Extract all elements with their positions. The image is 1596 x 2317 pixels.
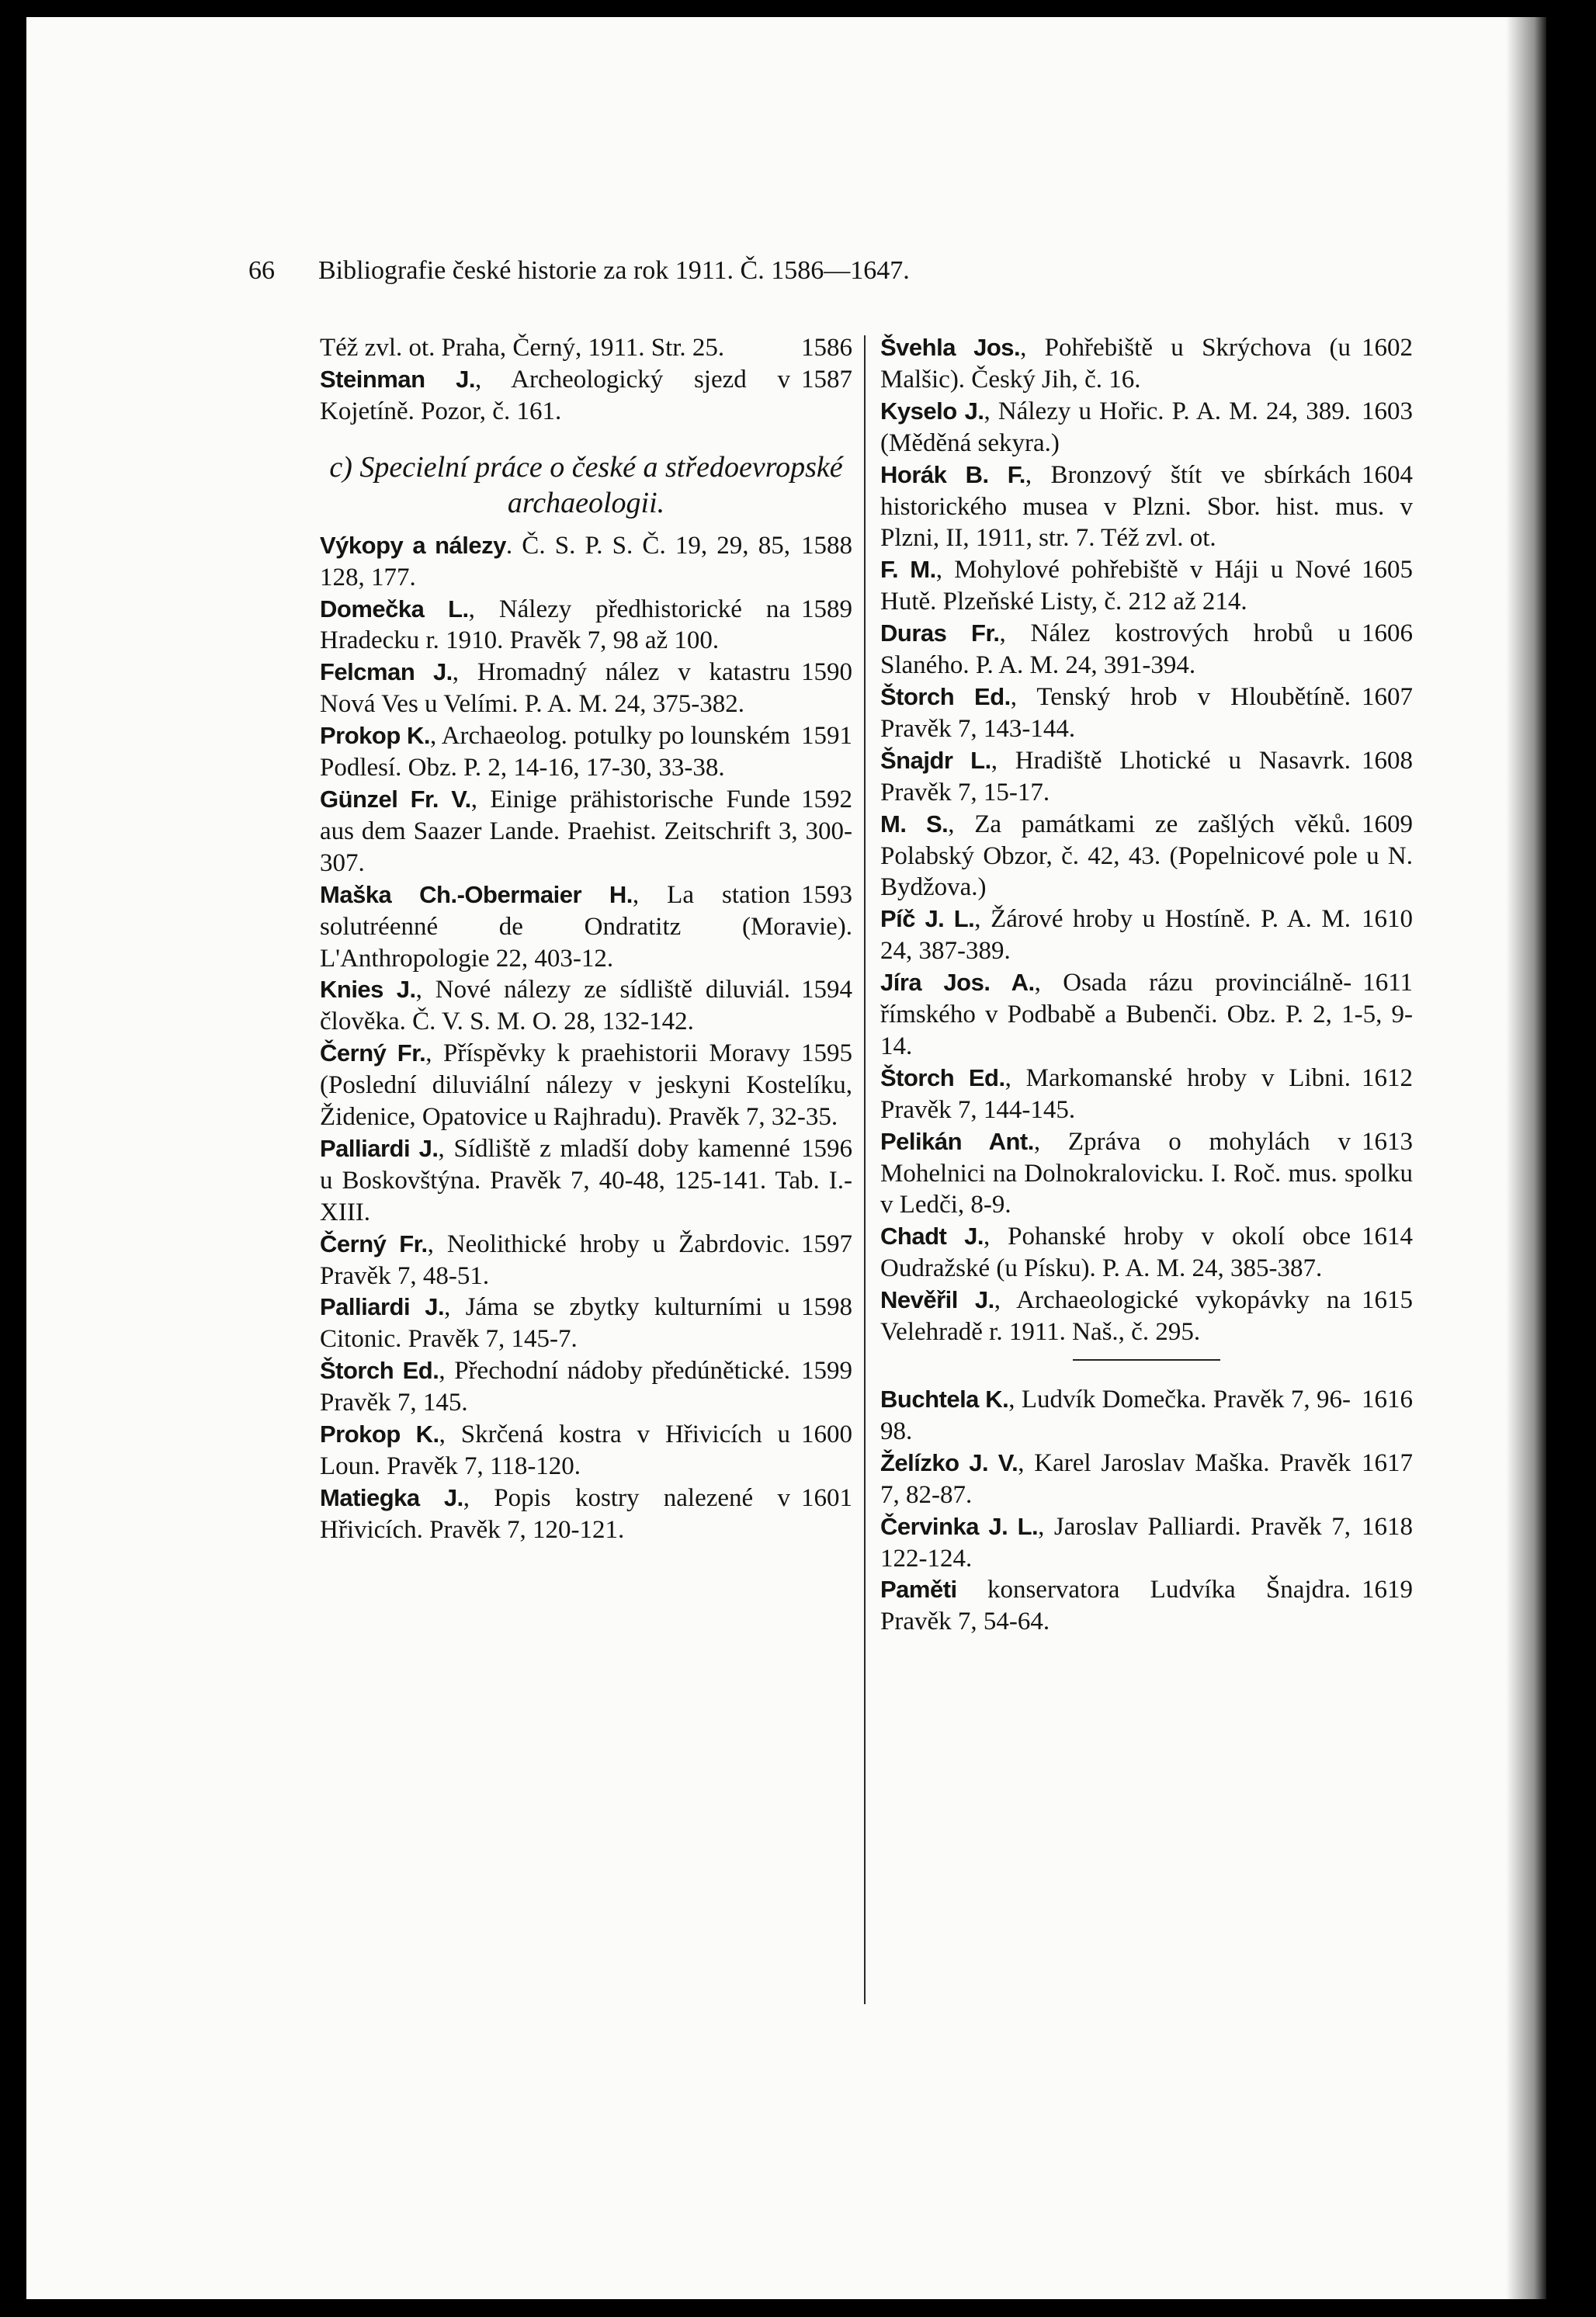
bibliography-entry (880, 1511, 1413, 1575)
entry-number: 1607 (1362, 682, 1413, 711)
bibliography-entry (320, 1483, 852, 1546)
entry-text: , Archaeolog. potulky po lounském Podlesí. Obz. P. 2, 14-16, 17-30, 33-38. (320, 722, 790, 782)
entry-author: Černý Fr. (320, 1039, 426, 1067)
entry-author: Paměti (880, 1576, 957, 1604)
entry-author: Červinka J. L. (880, 1512, 1039, 1540)
running-header (248, 256, 1428, 300)
bibliography-entry (320, 879, 852, 975)
entry-author: Štorch Ed. (320, 1357, 439, 1385)
bibliography-entry (880, 682, 1413, 745)
entry-text: , Nálezy u Hořic. P. A. M. 24, 389. (Měděná sekyra.) (880, 397, 1351, 457)
bibliography-entry (880, 460, 1413, 555)
entry-number: 1596 (801, 1134, 852, 1163)
entry-number: 1604 (1362, 460, 1413, 489)
entry-author: Felcman J. (320, 658, 453, 686)
entry-number: 1609 (1362, 810, 1413, 838)
entry-author: Chadt J. (880, 1223, 984, 1250)
entry-author: Želízko J. V. (880, 1448, 1018, 1476)
entry-author: Maška Ch.-Obermaier H. (320, 880, 633, 908)
entry-number: 1611 (1362, 969, 1413, 997)
entry-number: 1599 (801, 1357, 852, 1386)
entry-text: , Hradiště Lhotické u Nasavrk. Pravěk 7, 15-17. (880, 746, 1351, 806)
entry-text: , Žárové hroby u Hostíně. P. A. M. 24, 387-389. (880, 905, 1351, 966)
entry-number: 1593 (801, 880, 852, 909)
entry-text: , Tenský hrob v Hloubětíně. Pravěk 7, 143-144. (880, 682, 1351, 743)
entry-text: , Archaeologické vykopávky na Velehradě r. 1911. Naš., č. 295. (880, 1286, 1351, 1347)
entry-number: 1598 (801, 1293, 852, 1322)
entry-author: Štorch Ed. (880, 1063, 1005, 1091)
bibliography-entry (880, 396, 1413, 460)
entry-author: M. S. (880, 810, 949, 838)
entry-author: Matiegka J. (320, 1483, 463, 1511)
entry-author: Pelikán Ant. (880, 1127, 1034, 1155)
left-column (320, 332, 852, 1546)
entry-text: , Bronzový štít ve sbírkách historického musea v Plzni. Sbor. hist. mus. v Plzni, II, 1911, str. 7. Též zvl. ot. (880, 460, 1413, 553)
entry-author: Jíra Jos. A. (880, 969, 1035, 997)
entry-text: Též zvl. ot. Praha, Černý, 1911. Str. 25. (320, 334, 725, 362)
entry-text: , Einige prähistorische Funde aus dem Saazer Lande. Praehist. Zeitschrift 3, 300-307. (320, 785, 852, 877)
entry-number: 1601 (801, 1483, 852, 1512)
bibliography-entry (320, 1419, 852, 1483)
entry-number: 1606 (1362, 619, 1413, 648)
section-heading: c) Specielní práce o české a středoevropské archaeologii. (329, 450, 843, 519)
entry-author: Výkopy a nálezy (320, 531, 506, 559)
bibliography-entry (880, 332, 1413, 396)
entry-text: konservatora Ludvíka Šnajdra. Pravěk 7, 54-64. (880, 1576, 1351, 1636)
entry-author: Štorch Ed. (880, 682, 1011, 710)
bibliography-entry (880, 745, 1413, 809)
bibliography-entry (320, 1133, 852, 1229)
entry-number: 1618 (1362, 1512, 1413, 1541)
bibliography-entry (880, 1063, 1413, 1126)
entry-number: 1617 (1362, 1448, 1413, 1477)
entry-author: Kyselo J. (880, 397, 984, 425)
entry-author: Duras Fr. (880, 619, 1000, 647)
bibliography-entry (880, 967, 1413, 1063)
bibliography-entry (320, 1038, 852, 1133)
entry-number: 1613 (1362, 1127, 1413, 1156)
entry-text: , Za památkami ze zašlých věků. Polabský Obzor, č. 42, 43. (Popelnicové pole u N. Bydžova.) (880, 810, 1413, 902)
section-separator (1073, 1359, 1220, 1361)
entry-text: , Přechodní nádoby předúnětické. Pravěk 7, 145. (320, 1357, 790, 1417)
entry-number: 1605 (1362, 556, 1413, 584)
entry-author: Günzel Fr. V. (320, 785, 471, 813)
entry-text: . Č. S. P. S. Č. 19, 29, 85, 128, 177. (320, 531, 790, 591)
bibliography-entry (320, 784, 852, 879)
bibliography-entry (320, 1355, 852, 1419)
entry-author: Prokop K. (320, 1420, 439, 1448)
entry-text: , Ludvík Domečka. Pravěk 7, 96-98. (880, 1386, 1351, 1445)
entry-number: 1589 (801, 595, 852, 623)
bibliography-entry (320, 594, 852, 657)
entry-author: Buchtela K. (880, 1386, 1009, 1413)
entry-author: Švehla Jos. (880, 334, 1021, 361)
entry-author: Domečka L. (320, 595, 469, 623)
entry-text: , Archeologický sjezd v Kojetíně. Pozor, č. 161. (320, 365, 790, 425)
entry-number: 1590 (801, 658, 852, 687)
bibliography-entry (880, 1384, 1413, 1448)
entry-text: , Karel Jaroslav Maška. Pravěk 7, 82-87. (880, 1448, 1351, 1509)
entry-number: 1587 (801, 365, 852, 394)
entry-number: 1595 (801, 1039, 852, 1068)
entry-number: 1586 (801, 334, 852, 362)
entry-number: 1591 (801, 722, 852, 751)
entry-text: , Neolithické hroby u Žabrdovic. Pravěk 7, 48-51. (320, 1230, 791, 1290)
bibliography-entry (880, 1221, 1413, 1285)
bibliography-entry (880, 1448, 1413, 1511)
entry-author: Palliardi J. (320, 1134, 439, 1162)
entry-text: , Markomanské hroby v Libni. Pravěk 7, 144-145. (880, 1063, 1351, 1124)
entry-author: F. M. (880, 556, 936, 584)
bibliography-entry (880, 1285, 1413, 1348)
bibliography-entry (320, 1292, 852, 1355)
entry-number: 1610 (1362, 905, 1413, 934)
entry-text: , Zpráva o mohylách v Mohelnici na Dolnokralovicku. I. Roč. mus. spolku v Ledči, 8-9. (880, 1127, 1413, 1219)
running-title: Bibliografie české historie za rok 1911. Č. 1586—1647. (318, 256, 910, 285)
entry-text: , Jaroslav Palliardi. Pravěk 7, 122-124. (880, 1512, 1351, 1573)
entry-number: 1594 (801, 976, 852, 1004)
column-divider (864, 335, 866, 2004)
entry-text: , Osada rázu provinciálně-římského v Podbabě a Bubenči. Obz. P. 2, 1-5, 9-14. (880, 969, 1413, 1060)
entry-number: 1614 (1362, 1223, 1413, 1251)
bibliography-entry (320, 720, 852, 784)
entry-number: 1588 (801, 531, 852, 560)
entry-number: 1592 (801, 785, 852, 813)
entry-text: , La station solutréenné de Ondratitz (Moravie). L'Anthropologie 22, 403-12. (320, 880, 852, 973)
entry-text: , Pohanské hroby v okolí obce Oudražské (u Písku). P. A. M. 24, 385-387. (880, 1223, 1351, 1283)
entry-number: 1602 (1362, 334, 1413, 362)
entry-number: 1619 (1362, 1576, 1413, 1604)
entry-text: , Jáma se zbytky kulturními u Citonic. Pravěk 7, 145-7. (320, 1293, 790, 1354)
entry-author: Knies J. (320, 976, 416, 1004)
entry-text: , Nálezy předhistorické na Hradecku r. 1910. Pravěk 7, 98 až 100. (320, 595, 790, 655)
entry-author: Palliardi J. (320, 1293, 445, 1321)
bibliography-entry (320, 364, 852, 428)
entry-number: 1600 (801, 1420, 852, 1449)
bibliography-entry (880, 1574, 1413, 1638)
entry-text: , Nové nálezy ze sídliště diluviál. člověka. Č. V. S. M. O. 28, 132-142. (320, 976, 790, 1036)
entry-number: 1612 (1362, 1063, 1413, 1092)
entry-author: Horák B. F. (880, 460, 1025, 488)
bibliography-entry (320, 974, 852, 1038)
entry-number: 1603 (1362, 397, 1413, 425)
entry-text: , Hromadný nález v katastru Nová Ves u Velími. P. A. M. 24, 375-382. (320, 658, 790, 719)
entry-author: Šnajdr L. (880, 746, 991, 774)
entry-number: 1608 (1362, 746, 1413, 775)
entry-text: , Pohřebiště u Skrýchova (u Malšic). Český Jih, č. 16. (880, 334, 1351, 394)
bibliography-entry (320, 657, 852, 720)
entry-text: , Sídliště z mladší doby kamenné u Boskovštýna. Pravěk 7, 40-48, 125-141. Tab. I.-XIII. (320, 1134, 852, 1226)
entry-author: Prokop K. (320, 722, 430, 750)
entry-text: , Skrčená kostra v Hřivicích u Loun. Pravěk 7, 118-120. (320, 1420, 790, 1480)
right-column (880, 332, 1413, 1638)
bibliography-entry (880, 809, 1413, 904)
bibliography-entry (880, 554, 1413, 618)
entry-author: Nevěřil J. (880, 1286, 994, 1314)
page-edge-shadow (1506, 17, 1546, 2299)
entry-author: Píč J. L. (880, 905, 975, 933)
bibliography-entry (880, 904, 1413, 967)
entry-number: 1615 (1362, 1286, 1413, 1315)
entry-text: , Příspěvky k praehistorii Moravy (Poslední diluviální nálezy v jeskyni Kostelíku, Židenice, Opatovice u Rajhradu). Pravěk 7, 32-35. (320, 1039, 852, 1132)
entry-author: Steinman J. (320, 365, 475, 393)
entry-number: 1616 (1362, 1386, 1413, 1413)
bibliography-entry (880, 1126, 1413, 1222)
page-number: 66 (248, 256, 275, 285)
bibliography-entry (320, 530, 852, 594)
entry-text: , Nález kostrových hrobů u Slaného. P. A. M. 24, 391-394. (880, 619, 1351, 680)
bibliography-entry (320, 332, 852, 364)
bibliography-entry (880, 618, 1413, 682)
entry-text: , Popis kostry nalezené v Hřivicích. Pravěk 7, 120-121. (320, 1483, 790, 1544)
entry-text: , Mohylové pohřebiště v Háji u Nové Hutě. Plzeňské Listy, č. 212 až 214. (880, 556, 1351, 616)
entry-number: 1597 (801, 1230, 852, 1258)
bibliography-entry (320, 1229, 852, 1292)
entry-author: Černý Fr. (320, 1230, 428, 1257)
